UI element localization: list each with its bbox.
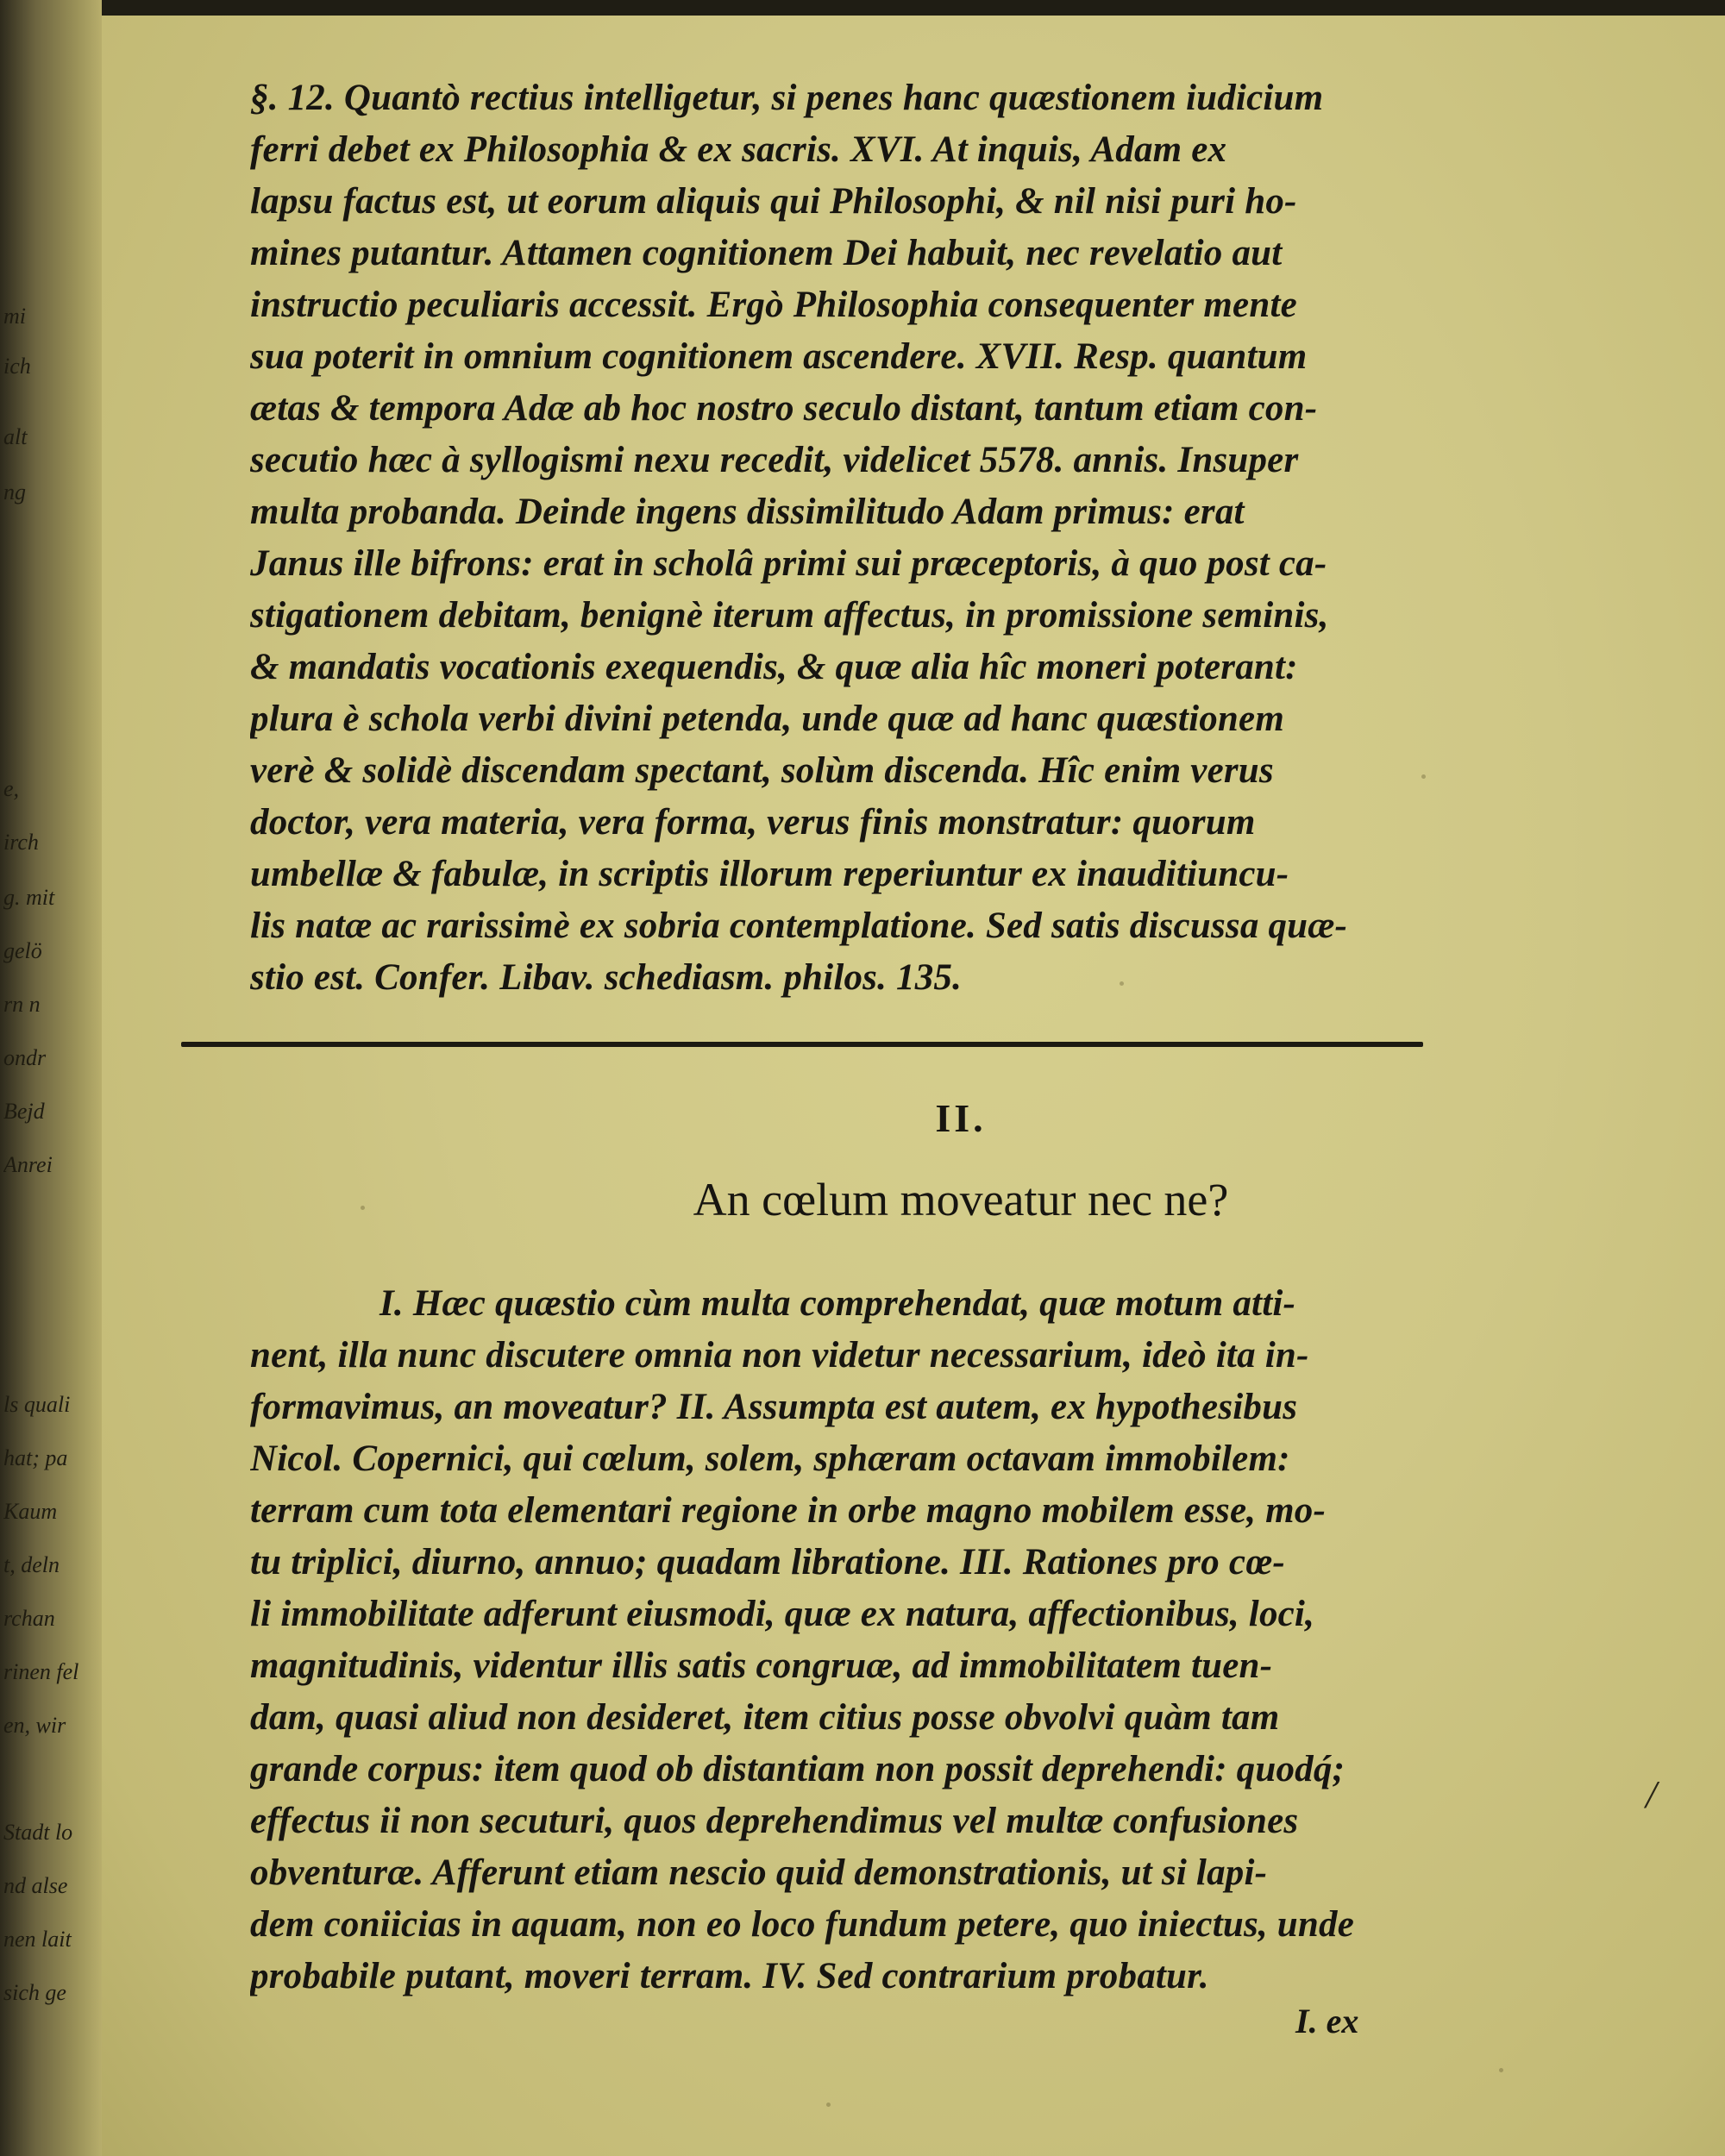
text-line: stio est. Confer. Libav. schediasm. philos. 135.: [250, 957, 963, 998]
text-line: Nicol. Copernici, qui cœlum, solem, sphæram octavam immobilem:: [250, 1438, 1290, 1479]
catchword: I. ex: [1295, 2002, 1359, 2040]
text-line: mines putantur. Attamen cognitionem Dei habuit, nec revelatio aut: [250, 233, 1283, 273]
facing-page-fragment: irch: [3, 830, 39, 855]
text-line: stigationem debitam, benignè iterum affectus, in promissione seminis,: [250, 595, 1329, 636]
text-line: sua poterit in omnium cognitionem ascendere. XVII. Resp. quantum: [250, 336, 1308, 377]
text-line: lis natæ ac rarissimè ex sobria contemplatione. Sed satis discussa quæ-: [250, 906, 1348, 946]
facing-page-fragment: sich ge: [3, 1980, 66, 2005]
text-line: effectus ii non secuturi, quos deprehendimus vel multæ confusiones: [250, 1801, 1299, 1841]
facing-page-fragment: t, deln: [3, 1552, 60, 1577]
facing-page-fragment: alt: [3, 424, 28, 449]
text-line: li immobilitate adferunt eiusmodi, quæ ex natura, affectionibus, loci,: [250, 1594, 1315, 1634]
facing-page-fragment: g. mit: [3, 885, 55, 910]
lower-paragraph: [250, 1278, 1456, 2002]
horizontal-rule: [181, 1042, 1423, 1047]
facing-page-fragment: ich: [3, 354, 31, 379]
text-line: lapsu factus est, ut eorum aliquis qui Philosophi, & nil nisi puri ho-: [250, 181, 1297, 222]
text-line: tu triplici, diurno, annuo; quadam libratione. III. Rationes pro cœ-: [250, 1542, 1285, 1583]
text-line: probabile putant, moveri terram. IV. Sed contrarium probatur.: [250, 1956, 1209, 1996]
text-line: §. 12. Quantò rectius intelligetur, si penes hanc quæstionem iudicium: [250, 78, 1324, 118]
paper-speck: [826, 2103, 831, 2107]
facing-page-fragment: Anrei: [3, 1152, 53, 1177]
text-line: terram cum tota elementari regione in orbe magno mobilem esse, mo-: [250, 1490, 1327, 1531]
text-line: dam, quasi aliud non desideret, item citius posse obvolvi quàm tam: [250, 1697, 1280, 1738]
margin-mark: /: [1646, 1772, 1657, 1816]
facing-page-fragment: ls quali: [3, 1392, 71, 1417]
facing-page-fragment: Bejd: [3, 1099, 45, 1124]
facing-page-fragment: nen lait: [3, 1927, 72, 1952]
text-line: plura è schola verbi divini petenda, unde quæ ad hanc quæstionem: [250, 699, 1284, 739]
text-line: doctor, vera materia, vera forma, verus finis monstratur: quorum: [250, 802, 1256, 843]
facing-page-fragment: en, wir: [3, 1713, 66, 1738]
upper-paragraph: [250, 72, 1456, 1004]
text-line: multa probanda. Deinde ingens dissimilitudo Adam primus: erat: [250, 492, 1245, 532]
facing-page-fragment: mi: [3, 304, 26, 329]
section-title: An cœlum moveatur nec ne?: [693, 1174, 1229, 1225]
facing-page-fragment: rn n: [3, 992, 41, 1017]
facing-page-fragment: Stadt lo: [3, 1820, 73, 1845]
text-line: obventuræ. Afferunt etiam nescio quid demonstrationis, ut si lapi-: [250, 1852, 1268, 1893]
top-dark-band: [0, 0, 1725, 16]
facing-page-fragment: nd alse: [3, 1873, 68, 1898]
facing-page-fragment: rinen fel: [3, 1659, 79, 1684]
facing-page-fragment: rchan: [3, 1606, 55, 1631]
paper-speck: [1499, 2068, 1503, 2072]
text-line: nent, illa nunc discutere omnia non videtur necessarium, ideò ita in-: [250, 1335, 1309, 1376]
facing-page-fragment: hat; pa: [3, 1445, 68, 1470]
text-line: umbellæ & fabulæ, in scriptis illorum reperiuntur ex inauditiuncu-: [250, 854, 1289, 894]
text-line: secutio hæc à syllogismi nexu recedit, videlicet 5578. annis. Insuper: [250, 440, 1299, 480]
text-line: I. Hæc quæstio cùm multa comprehendat, quæ motum atti-: [380, 1283, 1296, 1324]
text-line: Janus ille bifrons: erat in scholâ primi sui præceptoris, à quo post ca-: [250, 543, 1327, 584]
text-line: magnitudinis, videntur illis satis congruæ, ad immobilitatem tuen-: [250, 1645, 1273, 1686]
facing-page-fragment: ondr: [3, 1045, 47, 1070]
facing-page-fragment: ng: [3, 479, 26, 505]
text-line: & mandatis vocationis exequendis, & quæ alia hîc moneri poterant:: [250, 647, 1298, 687]
text-line: ferri debet ex Philosophia & ex sacris. XVI. At inquis, Adam ex: [250, 129, 1227, 170]
text-line: formavimus, an moveatur? II. Assumpta est autem, ex hypothesibus: [250, 1387, 1298, 1427]
book-page: [102, 16, 1725, 2156]
facing-page-fragment: gelö: [3, 938, 42, 963]
text-line: instructio peculiaris accessit. Ergò Philosophia consequenter mente: [250, 285, 1297, 325]
section-number: II.: [935, 1096, 987, 1140]
text-line: dem coniicias in aquam, non eo loco fundum petere, quo iniectus, unde: [250, 1904, 1355, 1945]
facing-page-fragment: e,: [3, 776, 20, 801]
facing-page-gutter: [0, 0, 102, 2156]
text-line: ætas & tempora Adæ ab hoc nostro seculo distant, tantum etiam con-: [250, 388, 1318, 429]
facing-page-fragment: Kaum: [3, 1499, 58, 1524]
text-line: verè & solidè discendam spectant, solùm discenda. Hîc enim verus: [250, 750, 1274, 791]
text-line: grande corpus: item quod ob distantiam non possit deprehendi: quodq́;: [250, 1749, 1346, 1789]
